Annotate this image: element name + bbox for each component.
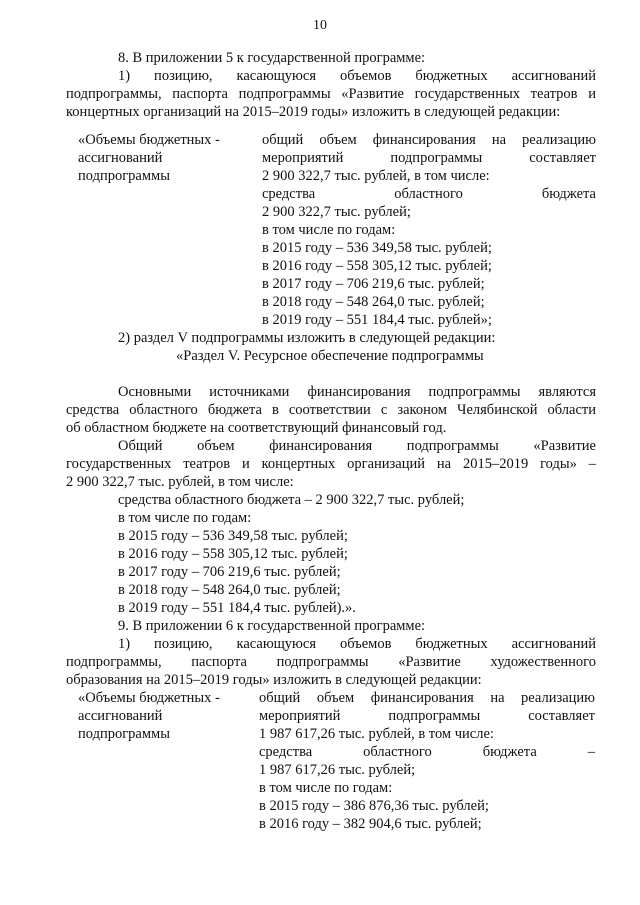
text-line: 2) раздел V подпрограммы изложить в следующей редакции: bbox=[118, 330, 496, 346]
table-right-line: в том числе по годам: bbox=[262, 222, 396, 238]
table-right-line: в 2015 году – 386 876,36 тыс. рублей; bbox=[259, 798, 489, 814]
text-line: Основными источниками финансирования подпрограммы являются bbox=[118, 384, 596, 400]
table-right-line: в 2017 году – 706 219,6 тыс. рублей; bbox=[262, 276, 485, 292]
text-line: средства областного бюджета – 2 900 322,7 тыс. рублей; bbox=[118, 492, 465, 508]
table-left-cell: ассигнований bbox=[78, 708, 163, 724]
text-line: концертных организаций на 2015–2019 годы» изложить в следующей редакции: bbox=[66, 104, 561, 120]
text-line: в 2015 году – 536 349,58 тыс. рублей; bbox=[118, 528, 348, 544]
table-right-line: 2 900 322,7 тыс. рублей, в том числе: bbox=[262, 168, 490, 184]
table-right-line: 1 987 617,26 тыс. рублей; bbox=[259, 762, 416, 778]
table-left-cell: подпрограммы bbox=[78, 726, 170, 742]
table-right-line: мероприятий подпрограммы составляет bbox=[259, 708, 595, 724]
text-line: в том числе по годам: bbox=[118, 510, 252, 526]
page-number: 10 bbox=[313, 18, 327, 33]
table-left-cell: ассигнований bbox=[78, 150, 163, 166]
table-right-line: средства областного бюджета – bbox=[259, 744, 595, 760]
text-line: Общий объем финансирования подпрограммы «Развитие bbox=[118, 438, 596, 454]
table-right-line: в 2016 году – 382 904,6 тыс. рублей; bbox=[259, 816, 482, 832]
text-line: средства областного бюджета в соответствии с законом Челябинской области bbox=[66, 402, 596, 418]
text-line: 1) позицию, касающуюся объемов бюджетных ассигнований bbox=[118, 68, 596, 84]
table-right-line: в 2018 году – 548 264,0 тыс. рублей; bbox=[262, 294, 485, 310]
table-right-line: в 2019 году – 551 184,4 тыс. рублей»; bbox=[262, 312, 492, 328]
section-9-heading: 9. В приложении 6 к государственной программе: bbox=[118, 618, 426, 634]
text-line: 1) позицию, касающуюся объемов бюджетных ассигнований bbox=[118, 636, 596, 652]
table-right-line: в 2016 году – 558 305,12 тыс. рублей; bbox=[262, 258, 492, 274]
text-line: подпрограммы, паспорта подпрограммы «Развитие художественного bbox=[66, 654, 596, 670]
text-line: об областном бюджете на соответствующий финансовый год. bbox=[66, 420, 447, 436]
text-line: подпрограммы, паспорта подпрограммы «Развитие государственных театров и bbox=[66, 86, 596, 102]
table-left-cell: «Объемы бюджетных - bbox=[78, 690, 220, 706]
section-title: «Раздел V. Ресурсное обеспечение подпрограммы bbox=[176, 348, 484, 364]
table-left-cell: «Объемы бюджетных - bbox=[78, 132, 220, 148]
text-line: 2 900 322,7 тыс. рублей, в том числе: bbox=[66, 474, 294, 490]
table-right-line: в том числе по годам: bbox=[259, 780, 393, 796]
table-right-line: мероприятий подпрограммы составляет bbox=[262, 150, 596, 166]
table-right-line: средства областного бюджета bbox=[262, 186, 596, 202]
text-line: в 2018 году – 548 264,0 тыс. рублей; bbox=[118, 582, 341, 598]
text-line: в 2016 году – 558 305,12 тыс. рублей; bbox=[118, 546, 348, 562]
text-line: в 2019 году – 551 184,4 тыс. рублей).». bbox=[118, 600, 356, 616]
section-8-heading: 8. В приложении 5 к государственной программе: bbox=[118, 50, 426, 66]
table-right-line: общий объем финансирования на реализацию bbox=[259, 690, 595, 706]
table-right-line: в 2015 году – 536 349,58 тыс. рублей; bbox=[262, 240, 492, 256]
text-line: образования на 2015–2019 годы» изложить в следующей редакции: bbox=[66, 672, 482, 688]
table-left-cell: подпрограммы bbox=[78, 168, 170, 184]
text-line: в 2017 году – 706 219,6 тыс. рублей; bbox=[118, 564, 341, 580]
text-line: государственных театров и концертных организаций на 2015–2019 годы» – bbox=[66, 456, 596, 472]
table-right-line: 2 900 322,7 тыс. рублей; bbox=[262, 204, 411, 220]
table-right-line: общий объем финансирования на реализацию bbox=[262, 132, 596, 148]
table-right-line: 1 987 617,26 тыс. рублей, в том числе: bbox=[259, 726, 494, 742]
